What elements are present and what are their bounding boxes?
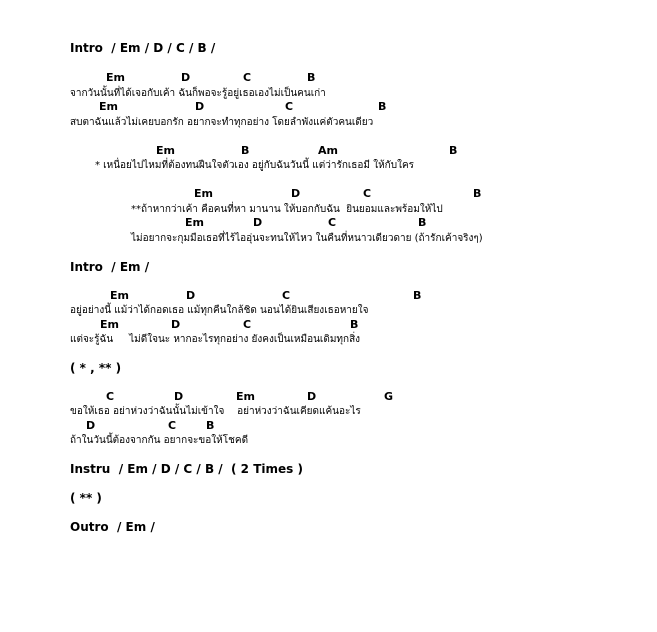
repeat-marks: ( * , ** ) [70, 361, 122, 375]
chord-v1-1: Em [106, 71, 125, 84]
chord-v1-6: D [195, 100, 205, 113]
intro-line: Intro / Em / D / C / B / [70, 41, 216, 55]
chord-v2-4: B [413, 289, 422, 302]
chord-v1-8: B [378, 100, 387, 113]
chord-br-7: C [168, 419, 177, 432]
chord-v1-7: C [285, 100, 294, 113]
chord-pc-1: Em [156, 144, 175, 157]
chord-v2-1: Em [110, 289, 129, 302]
lyric-v1-2: สบตาฉันแล้วไม่เคยบอกรัก อยากจะทำทุกอย่าง โดยลำพังแค่ตัวคนเดียว [70, 117, 374, 128]
chord-v2-6: D [171, 318, 181, 331]
chord-br-1: C [106, 390, 115, 403]
chord-pc-2: B [241, 144, 250, 157]
lyric-prechorus: * เหนื่อยไปไหมที่ต้องทนฝืนใจตัวเอง อยู่กับฉันวันนี้ แต่ว่ารักเธอมี ให้กับใคร [95, 160, 415, 171]
lyric-br-1: ขอให้เธอ อย่าห่วงว่าฉันนั้นไม่เข้าใจ อย่าห่วงว่าฉันเคียดแค้นอะไร [70, 406, 361, 417]
chord-v2-2: D [186, 289, 196, 302]
repeat-chorus: ( ** ) [70, 491, 102, 505]
chord-br-8: B [206, 419, 215, 432]
chord-v2-5: Em [100, 318, 119, 331]
chord-v1-2: D [181, 71, 191, 84]
chord-br-6: D [86, 419, 96, 432]
chord-ch-7: C [328, 216, 337, 229]
chord-ch-1: Em [194, 187, 213, 200]
chord-v1-5: Em [99, 100, 118, 113]
chord-br-3: Em [236, 390, 255, 403]
chord-pc-3: Am [318, 144, 338, 157]
lyric-v1-1: จากวันนั้นที่ได้เจอกับเค้า ฉันก็พอจะรู้อยู่เธอเองไม่เป็นคนเก่า [70, 88, 326, 99]
lyric-chorus-1: **ถ้าหากว่าเค้า คือคนที่หา มานาน ให้บอกกับฉัน ยินยอมและพร้อมให้ไป [131, 204, 443, 215]
chord-ch-4: B [473, 187, 482, 200]
chord-v1-3: C [243, 71, 252, 84]
chord-br-4: D [307, 390, 317, 403]
chord-ch-8: B [418, 216, 427, 229]
lyric-chorus-2: ไม่อยากจะกุมมือเธอที่ไร้ไออุ่นจะทนให้ไหว ในคืนที่หนาวเดียวดาย (ถ้ารักเค้าจริงๆ) [131, 233, 483, 244]
lyric-v2-1: อยู่อย่างนี้ แม้ว่าได้กอดเธอ แม้ทุกคืนใกล้ชิด นอนได้ยินเสียงเธอหายใจ [70, 305, 369, 316]
chord-ch-6: D [253, 216, 263, 229]
chord-v2-8: B [350, 318, 359, 331]
lyric-v2-2: แต่จะรู้ฉัน ไม่ดีใจนะ หากอะไรทุกอย่าง ยังคงเป็นเหมือนเดิมทุกสิ่ง [70, 334, 361, 345]
chord-br-2: D [174, 390, 184, 403]
outro-line: Outro / Em / [70, 520, 155, 534]
chord-pc-4: B [449, 144, 458, 157]
chord-ch-2: D [291, 187, 301, 200]
chord-v2-3: C [282, 289, 291, 302]
chord-v2-7: C [243, 318, 252, 331]
chord-ch-5: Em [185, 216, 204, 229]
chord-br-5: G [384, 390, 394, 403]
instru-line: Instru / Em / D / C / B / ( 2 Times ) [70, 462, 303, 476]
lyric-br-2: ถ้าในวันนี้ต้องจากกัน อยากจะขอให้โชคดี [70, 435, 249, 446]
chord-ch-3: C [363, 187, 372, 200]
chord-v1-4: B [307, 71, 316, 84]
interlude-line: Intro / Em / [70, 260, 150, 274]
